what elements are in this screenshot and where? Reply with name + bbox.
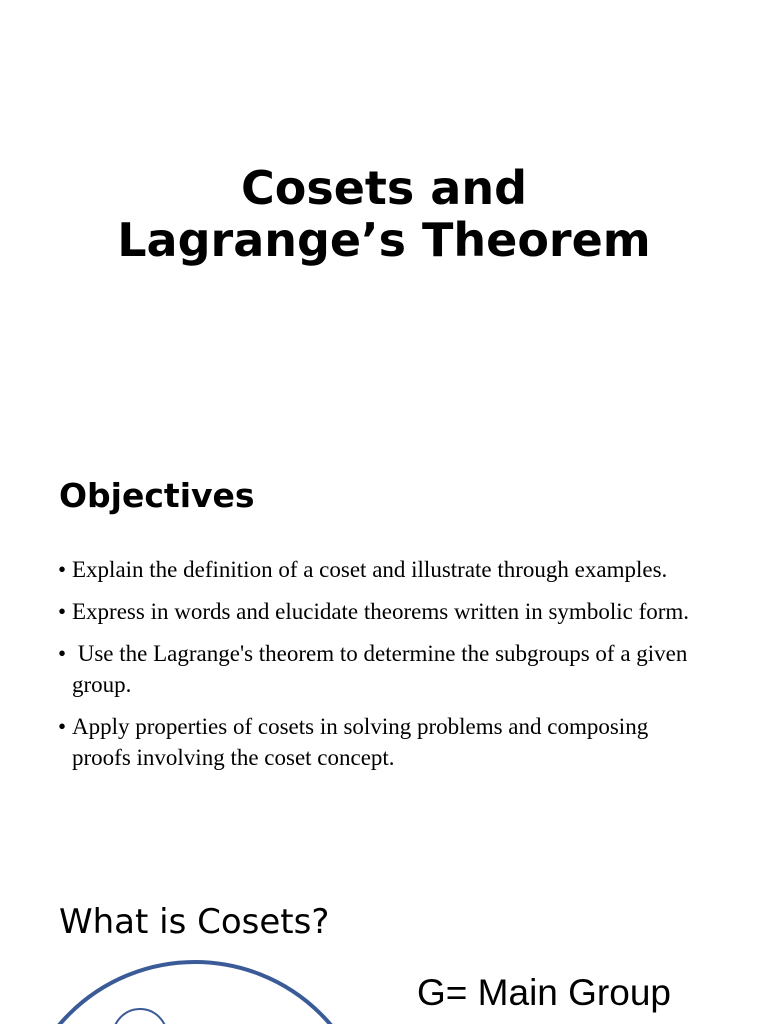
list-item-text: Explain the definition of a coset and illustrate through examples. <box>72 557 668 582</box>
list-item <box>58 554 708 585</box>
list-item <box>58 638 708 700</box>
group-label: G= Main Group <box>417 972 671 1013</box>
list-item <box>58 596 708 627</box>
title-slide <box>0 0 768 432</box>
main-group-circle <box>17 962 373 1024</box>
list-item-text: Apply properties of cosets in solving problems and composing proofs involving the coset concept. <box>72 714 649 770</box>
cosets-heading: What is Cosets? <box>59 902 330 942</box>
objectives-list <box>58 554 708 784</box>
objectives-slide <box>0 432 768 864</box>
list-item-text: Use the Lagrange's theorem to determine the subgroups of a given group. <box>72 641 694 697</box>
bullet-icon: • <box>58 641 67 666</box>
cosets-slide <box>0 864 768 1024</box>
list-item <box>58 711 708 773</box>
bullet-icon: • <box>58 599 67 624</box>
slide-title: Cosets and Lagrange’s Theorem <box>117 161 651 267</box>
objectives-heading: Objectives <box>59 476 255 515</box>
bullet-icon: • <box>58 714 67 739</box>
list-item-text: Express in words and elucidate theorems written in symbolic form. <box>72 599 690 624</box>
bullet-icon: • <box>58 557 67 582</box>
subgroup-circle <box>113 1009 167 1024</box>
